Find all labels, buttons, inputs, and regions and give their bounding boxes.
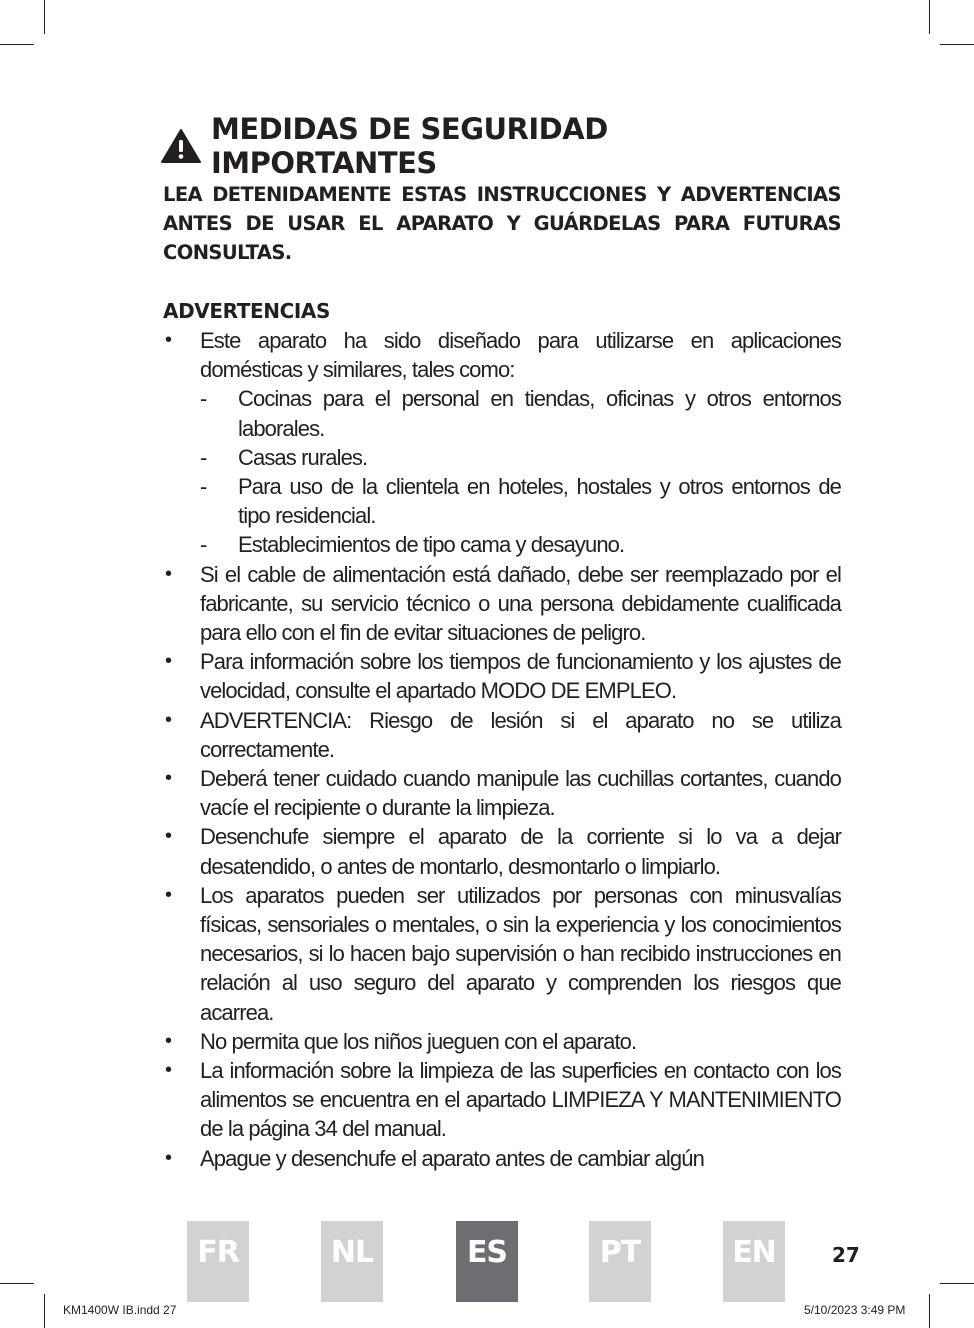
tab-es[interactable]: ES [456, 1221, 518, 1302]
bullet-glyph: • [165, 562, 172, 585]
crop-mark-top-left [0, 44, 34, 45]
crop-mark-top-right [940, 44, 974, 45]
language-tabs [0, 1221, 974, 1302]
dash-glyph: - [200, 532, 207, 558]
warning-text: Apague y desenchufe el aparato antes de cambiar algún [200, 1145, 704, 1171]
dash-glyph: - [200, 386, 207, 412]
warning-text: La información sobre la limpieza de las superficies en contacto con los alimentos se encuentra en el apartado LIMPIEZA Y MANTENIMIENTO de la página 34 del manual. [200, 1058, 841, 1142]
warning-item [163, 326, 841, 560]
warning-text: Deberá tener cuidado cuando manipule las cuchillas cortantes, cuando vacíe el recipiente o durante la limpieza. [200, 766, 841, 821]
dash-glyph: - [200, 444, 207, 470]
bullet-glyph: • [165, 708, 172, 731]
page-content [163, 112, 841, 1173]
bullet-glyph: • [165, 1029, 172, 1052]
warning-item [163, 1027, 841, 1056]
page-title-text: MEDIDAS DE SEGURIDAD IMPORTANTES [211, 112, 608, 180]
bullet-glyph: • [165, 329, 172, 351]
bullet-glyph: • [165, 883, 172, 906]
bullet-glyph: • [165, 650, 172, 673]
bullet-glyph: • [165, 767, 172, 790]
sub-list-text: Para uso de la clientela en hoteles, hostales y otros entornos de tipo residencial. [238, 474, 841, 529]
warning-item [163, 764, 841, 822]
sub-list-text: Cocinas para el personal en tiendas, oficinas y otros entornos laborales. [238, 386, 841, 441]
tab-nl[interactable]: NL [321, 1221, 383, 1302]
warning-text: Los aparatos pueden ser utilizados por personas con minusvalías físicas, sensoriales o mentales, o sin la experiencia y los conocimientos necesarios, si lo hacen bajo supervisión o han recibido instrucciones en relación al uso seguro del aparato y comprenden los riesgos que acarrea. [200, 882, 841, 1025]
warning-item [163, 706, 841, 764]
warning-text: Este aparato ha sido diseñado para utilizarse en aplicaciones domésticas y similares, tales como: [200, 328, 841, 383]
bullet-glyph: • [165, 825, 172, 848]
sub-list-text: Casas rurales. [238, 444, 368, 470]
sub-list-item [200, 530, 841, 559]
tab-en[interactable]: EN [723, 1221, 785, 1302]
warning-triangle-icon [161, 129, 201, 163]
bullet-glyph: • [165, 1146, 172, 1169]
page-number: 27 [832, 1243, 860, 1267]
tab-fr[interactable]: FR [187, 1221, 249, 1302]
warning-item [163, 560, 841, 648]
tab-pt[interactable]: PT [589, 1221, 651, 1302]
warning-text: Si el cable de alimentación está dañado, debe ser reemplazado por el fabricante, su servicio técnico o una persona debidamente cualificada para ello con el fin de evitar situaciones de peligro. [200, 561, 841, 646]
sub-list-item [200, 384, 841, 442]
dash-glyph: - [200, 474, 207, 500]
page-title [161, 112, 841, 180]
sub-list-item [200, 443, 841, 472]
slug-timestamp: 5/10/2023 3:49 PM [804, 1303, 906, 1317]
warning-item [163, 881, 841, 1027]
warning-text: No permita que los niños jueguen con el aparato. [200, 1028, 637, 1054]
warning-item [163, 647, 841, 705]
sub-list-item [200, 472, 841, 530]
slug-file: KM1400W IB.indd 27 [63, 1303, 177, 1317]
sub-list [200, 384, 841, 559]
warning-text: Desenchufe siempre el aparato de la corriente si lo va a dejar desatendido, o antes de montarlo, desmontarlo o limpiarlo. [200, 824, 841, 879]
warning-text: ADVERTENCIA: Riesgo de lesión si el aparato no se utiliza correctamente. [200, 707, 841, 762]
warnings-list [163, 326, 841, 1173]
crop-mark-top-left [44, 0, 45, 34]
warning-text: Para información sobre los tiempos de funcionamiento y los ajustes de velocidad, consulte el apartado MODO DE EMPLEO. [200, 649, 841, 704]
warning-item [163, 1144, 841, 1173]
warning-item [163, 822, 841, 880]
intro-paragraph: LEA DETENIDAMENTE ESTAS INSTRUCCIONES Y ADVERTENCIAS ANTES DE USAR EL APARATO Y GUÁRDELAS PARA FUTURAS CONSULTAS. [163, 183, 841, 264]
bullet-glyph: • [165, 1059, 172, 1082]
crop-mark-top-right [929, 0, 930, 34]
warning-item [163, 1056, 841, 1144]
section-heading: ADVERTENCIAS [163, 299, 330, 323]
sub-list-text: Establecimientos de tipo cama y desayuno. [238, 532, 625, 558]
